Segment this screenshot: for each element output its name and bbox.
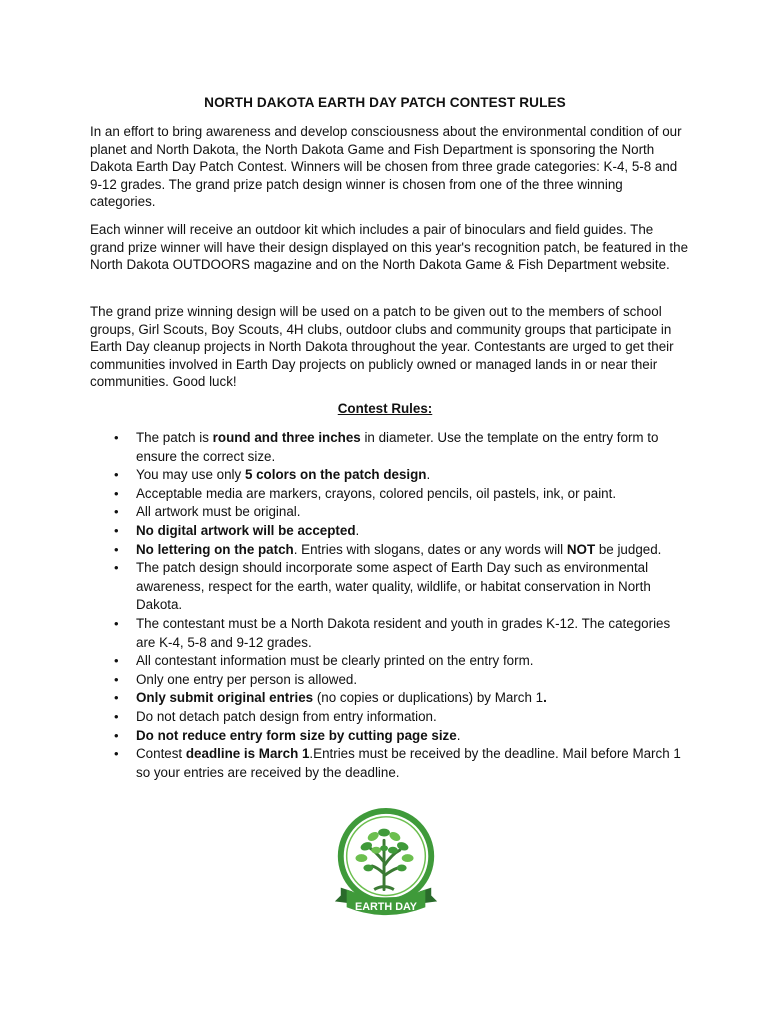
rule-text: . bbox=[456, 727, 461, 743]
rule-item bbox=[114, 429, 690, 466]
rule-text-bold: . bbox=[543, 690, 547, 706]
contest-rules-heading: Contest Rules: bbox=[337, 401, 433, 416]
rule-item bbox=[114, 503, 690, 522]
rule-text-bold: Only submit original entries bbox=[136, 690, 314, 706]
rule-text-bold: 5 colors on the patch design bbox=[244, 467, 427, 483]
rule-item bbox=[114, 652, 690, 671]
rule-item bbox=[114, 466, 690, 485]
rule-text: You may use only bbox=[136, 467, 245, 483]
paragraph-grand-prize bbox=[90, 303, 690, 391]
contest-rules-list bbox=[114, 429, 690, 782]
rule-item bbox=[114, 745, 690, 782]
rule-item bbox=[114, 559, 690, 615]
rule-text: Do not detach patch design from entry information. bbox=[136, 708, 437, 724]
rule-text: (no copies or duplications) by March 1 bbox=[313, 690, 544, 706]
paragraph-text: In an effort to bring awareness and develop consciousness about the environmental condition of our planet and North Dakota, the North Dakota Game and Fish Department is sponsoring the North Dakota Earth Day Patch Contest. Winners will be chosen from three grade categories: K-4, 5-8 and 9-12 grades. The grand prize patch design winner is chosen from one of the three winning categories. bbox=[90, 124, 682, 210]
earth-day-logo bbox=[327, 805, 445, 923]
rule-text: Acceptable media are markers, crayons, colored pencils, oil pastels, ink, or paint. bbox=[136, 485, 617, 501]
paragraph-text: Each winner will receive an outdoor kit which includes a pair of binoculars and field guides. The grand prize winner will have their design displayed on this year's recognition patch, be featured in the North Dakota OUTDOORS magazine and on the North Dakota Game & Fish Department website. bbox=[90, 222, 689, 273]
rule-item bbox=[114, 541, 690, 560]
rule-text: be judged. bbox=[595, 541, 662, 557]
rule-text-bold: No digital artwork will be accepted bbox=[136, 522, 356, 538]
rule-text-bold: No lettering on the patch bbox=[136, 541, 294, 557]
rule-text: The patch design should incorporate some aspect of Earth Day such as environmental awareness, respect for the earth, water quality, wildlife, or habitat conservation in North Dakota. bbox=[136, 560, 651, 613]
rule-item bbox=[114, 708, 690, 727]
logo-ribbon-text: EARTH DAY bbox=[355, 901, 417, 914]
rule-text-bold: Do not reduce entry form size by cutting page size bbox=[136, 727, 457, 743]
rule-text: All artwork must be original. bbox=[136, 504, 301, 520]
rule-item bbox=[114, 727, 690, 746]
rule-item bbox=[114, 485, 690, 504]
rule-text: The patch is bbox=[136, 430, 213, 445]
rule-text: All contestant information must be clearly printed on the entry form. bbox=[136, 653, 534, 669]
rule-text: .Entries must be received by the deadline. Mail before March 1 so your entries are received by the deadline. bbox=[136, 746, 681, 780]
paragraph-intro bbox=[90, 123, 690, 211]
paragraph-text: The grand prize winning design will be used on a patch to be given out to the members of school groups, Girl Scouts, Boy Scouts, 4H clubs, outdoor clubs and community groups that participate in Earth Day cleanup projects in North Dakota throughout the year. Contestants are urged to get their communities involved in Earth Day projects on publicly owned or managed lands in or near their communities. Good luck! bbox=[90, 304, 674, 390]
rule-item bbox=[114, 671, 690, 690]
rule-text-bold: round and three inches bbox=[212, 430, 361, 445]
rule-item bbox=[114, 689, 690, 708]
rule-text: . bbox=[426, 467, 431, 483]
rule-text-bold: NOT bbox=[566, 541, 596, 557]
rule-text: The contestant must be a North Dakota resident and youth in grades K-12. The categories are K-4, 5-8 and 9-12 grades. bbox=[136, 615, 671, 650]
rule-text: . bbox=[355, 522, 360, 538]
rule-text-bold: deadline is March 1 bbox=[185, 746, 310, 762]
paragraph-prizes bbox=[90, 221, 690, 274]
rule-text: . Entries with slogans, dates or any words will bbox=[293, 541, 567, 557]
rule-text: in diameter. Use the template on the entry form to ensure the correct size. bbox=[136, 430, 659, 464]
rule-item bbox=[114, 615, 690, 652]
rule-text: Only one entry per person is allowed. bbox=[136, 671, 358, 687]
document-title: NORTH DAKOTA EARTH DAY PATCH CONTEST RULES bbox=[204, 95, 566, 110]
rule-text: Contest bbox=[136, 746, 186, 762]
rule-item bbox=[114, 522, 690, 541]
